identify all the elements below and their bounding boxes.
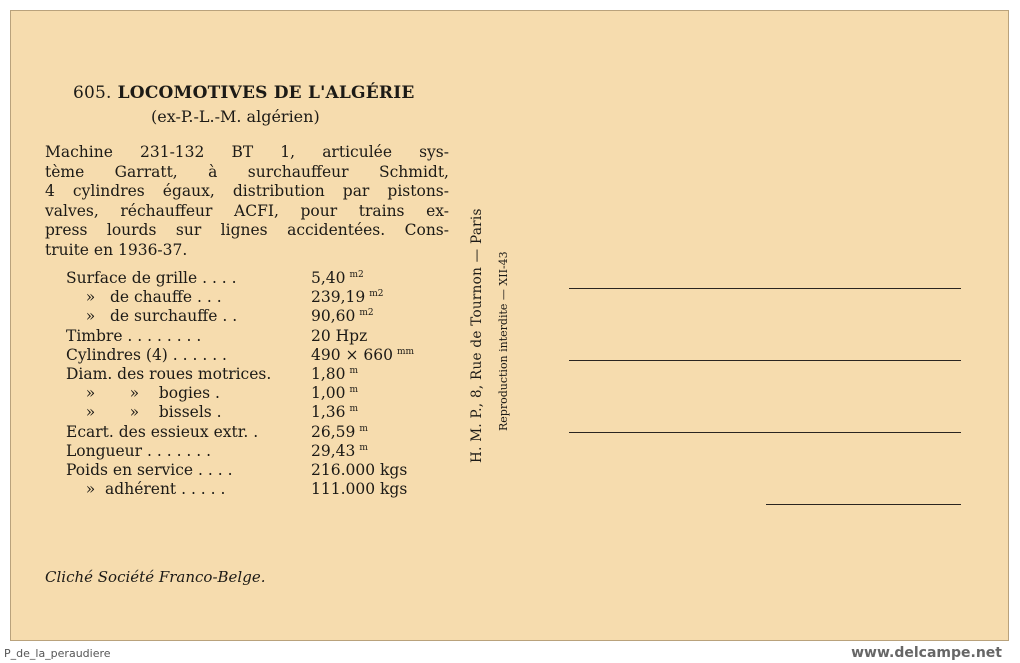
spec-value-number: 490 × 660 [311, 345, 394, 364]
spec-unit: m2 [369, 289, 384, 300]
spec-unit: mm [397, 346, 415, 357]
address-line [569, 288, 961, 289]
site-watermark: www.delcampe.net [851, 645, 1002, 661]
spec-value-number: 111.000 kgs [311, 480, 408, 499]
image-footer [0, 645, 1020, 663]
spec-label: Poids en service . . . . [66, 460, 233, 479]
spec-value [311, 288, 384, 306]
description-line: valves, réchauffeur ACFI, pour trains ex- [45, 201, 449, 220]
description-line: tème Garratt, à surchauffeur Schmidt, [45, 162, 449, 181]
spec-label: » » bissels . [66, 403, 222, 422]
spec-unit: m [349, 365, 359, 376]
postcard-back [10, 10, 1009, 641]
spec-label: Cylindres (4) . . . . . . [66, 345, 227, 364]
spec-value-number: 1,00 [311, 384, 346, 403]
spec-value-number: 1,80 [311, 364, 346, 383]
photo-credit: Cliché Société Franco-Belge. [45, 568, 266, 586]
card-subtitle: (ex-P.-L.-M. algérien) [151, 107, 320, 126]
description-line: press lourds sur lignes accidentées. Cons- [45, 221, 449, 239]
description-line: Machine 231-132 BT 1, articulée sys- [45, 143, 449, 161]
spec-unit: m [349, 404, 359, 415]
spec-label: » adhérent . . . . . [66, 480, 226, 499]
spec-unit: m2 [349, 270, 364, 280]
spec-value-number: 29,43 [311, 441, 356, 460]
address-line [569, 432, 961, 433]
spec-value [311, 461, 407, 479]
card-number: 605. [73, 83, 112, 103]
spec-value [311, 327, 367, 345]
description-line: truite en 1936-37. [45, 240, 188, 259]
spec-value-number: 5,40 [311, 269, 346, 287]
spec-value-number: 1,36 [311, 403, 346, 422]
description [45, 143, 449, 260]
spec-unit: m [359, 442, 368, 453]
card-title [73, 83, 463, 103]
spec-value [311, 384, 358, 402]
publisher-note: Reproduction interdite — XII-43 [497, 251, 510, 431]
spec-value-number: 90,60 [311, 307, 356, 326]
spec-label: Timbre . . . . . . . . [66, 326, 202, 345]
card-title-text: LOCOMOTIVES DE L'ALGÉRIE [117, 83, 415, 103]
spec-label: Ecart. des essieux extr. . [66, 422, 259, 441]
spec-label: » » bogies . [66, 384, 220, 403]
spec-label: » de surchauffe . . [66, 307, 238, 326]
uploader-name: P_de_la_peraudiere [4, 647, 111, 660]
spec-label: Diam. des roues motrices. [66, 364, 272, 383]
publisher-line: H. M. P., 8, Rue de Tournon — Paris [469, 208, 485, 463]
spec-value-number: 216.000 kgs [311, 460, 408, 479]
spec-value-number: 26,59 [311, 422, 356, 441]
spec-label: Surface de grille . . . . [66, 269, 237, 287]
spec-value [311, 480, 407, 498]
address-line [766, 504, 961, 505]
spec-value [311, 442, 368, 460]
spec-label: » de chauffe . . . [66, 288, 222, 307]
spec-value [311, 403, 358, 421]
spec-unit: m [359, 423, 368, 434]
spec-value-number: 20 Hpz [311, 326, 368, 345]
spec-value [311, 365, 358, 383]
spec-unit: m2 [359, 308, 374, 319]
spec-value [311, 269, 364, 287]
spec-value [311, 423, 368, 441]
address-line [569, 360, 961, 361]
spec-value [311, 346, 414, 364]
spec-unit: m [349, 385, 359, 396]
spec-value-number: 239,19 [311, 288, 366, 307]
description-line: 4 cylindres égaux, distribution par pistons- [45, 182, 449, 200]
spec-value [311, 307, 374, 325]
spec-label: Longueur . . . . . . . [66, 441, 212, 460]
